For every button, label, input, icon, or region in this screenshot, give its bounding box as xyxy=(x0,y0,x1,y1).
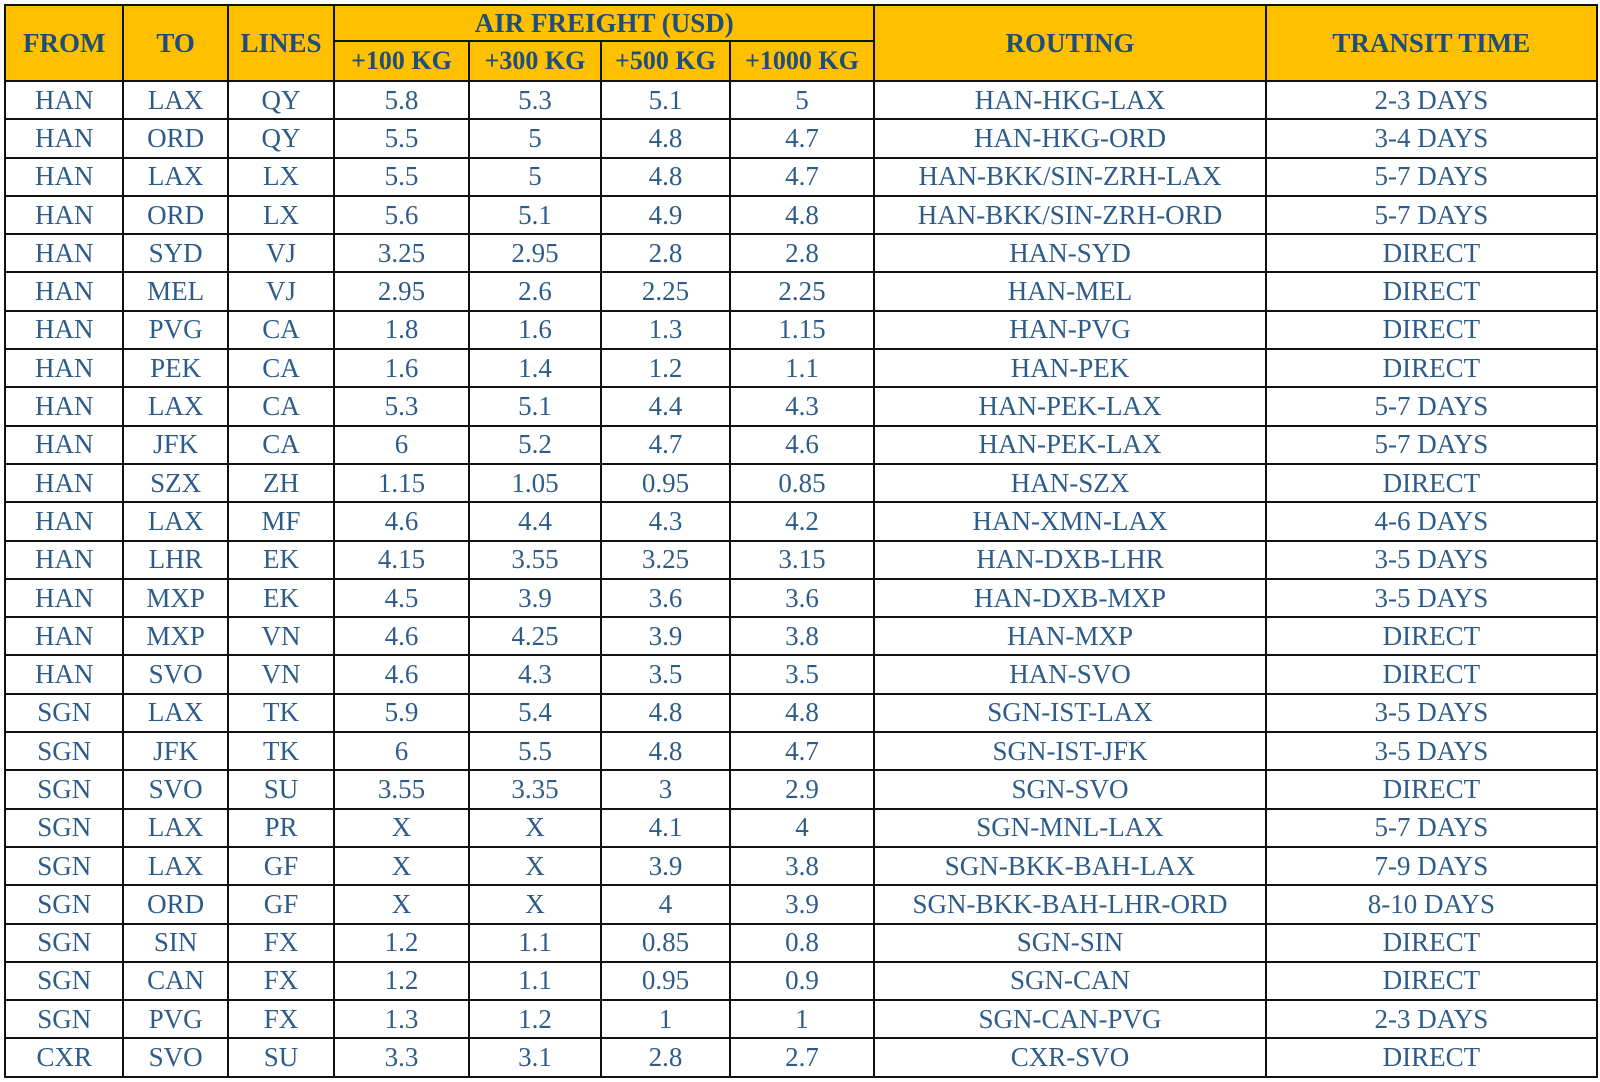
cell-from: HAN xyxy=(5,196,123,234)
cell-transit-time: 2-3 DAYS xyxy=(1266,81,1597,119)
cell-to: LAX xyxy=(123,502,227,540)
cell-rate-500: 1.2 xyxy=(601,349,729,387)
cell-from: SGN xyxy=(5,885,123,923)
cell-to: LAX xyxy=(123,158,227,196)
cell-routing: SGN-CAN-PVG xyxy=(874,1000,1265,1038)
cell-rate-500: 4.4 xyxy=(601,387,729,425)
cell-to: SVO xyxy=(123,1038,227,1077)
cell-from: SGN xyxy=(5,770,123,808)
cell-line: VN xyxy=(228,617,334,655)
cell-rate-300: 4.25 xyxy=(469,617,601,655)
header-lines: LINES xyxy=(228,5,334,81)
cell-rate-100: X xyxy=(334,809,469,847)
cell-transit-time: DIRECT xyxy=(1266,349,1597,387)
cell-rate-100: 5.8 xyxy=(334,81,469,119)
cell-rate-100: 1.3 xyxy=(334,1000,469,1038)
cell-rate-300: 1.05 xyxy=(469,464,601,502)
table-row xyxy=(5,694,1597,732)
cell-routing: SGN-IST-JFK xyxy=(874,732,1265,770)
cell-from: HAN xyxy=(5,617,123,655)
cell-line: ZH xyxy=(228,464,334,502)
cell-transit-time: 5-7 DAYS xyxy=(1266,809,1597,847)
cell-rate-300: 3.55 xyxy=(469,541,601,579)
cell-transit-time: DIRECT xyxy=(1266,617,1597,655)
cell-line: VN xyxy=(228,655,334,693)
cell-rate-1000: 0.9 xyxy=(730,962,875,1000)
cell-to: MEL xyxy=(123,272,227,310)
cell-rate-100: 5.3 xyxy=(334,387,469,425)
cell-to: JFK xyxy=(123,426,227,464)
cell-routing: HAN-MEL xyxy=(874,272,1265,310)
cell-from: HAN xyxy=(5,541,123,579)
cell-line: FX xyxy=(228,1000,334,1038)
table-row xyxy=(5,885,1597,923)
cell-to: CAN xyxy=(123,962,227,1000)
cell-from: SGN xyxy=(5,962,123,1000)
cell-rate-100: 5.6 xyxy=(334,196,469,234)
cell-from: HAN xyxy=(5,311,123,349)
cell-rate-100: 3.25 xyxy=(334,234,469,272)
header-from: FROM xyxy=(5,5,123,81)
cell-rate-1000: 3.8 xyxy=(730,847,875,885)
table-row xyxy=(5,196,1597,234)
cell-from: SGN xyxy=(5,694,123,732)
cell-rate-300: 4.4 xyxy=(469,502,601,540)
cell-from: HAN xyxy=(5,426,123,464)
cell-routing: HAN-HKG-LAX xyxy=(874,81,1265,119)
header-weight-300: +300 KG xyxy=(469,41,601,81)
table-row xyxy=(5,847,1597,885)
cell-transit-time: 2-3 DAYS xyxy=(1266,1000,1597,1038)
cell-transit-time: DIRECT xyxy=(1266,1038,1597,1077)
cell-from: HAN xyxy=(5,272,123,310)
cell-routing: CXR-SVO xyxy=(874,1038,1265,1077)
cell-rate-300: 4.3 xyxy=(469,655,601,693)
cell-transit-time: 8-10 DAYS xyxy=(1266,885,1597,923)
cell-from: HAN xyxy=(5,349,123,387)
cell-rate-500: 0.95 xyxy=(601,962,729,1000)
cell-rate-100: 6 xyxy=(334,426,469,464)
cell-rate-100: 3.55 xyxy=(334,770,469,808)
cell-rate-1000: 2.9 xyxy=(730,770,875,808)
cell-rate-300: 5.5 xyxy=(469,732,601,770)
cell-transit-time: DIRECT xyxy=(1266,655,1597,693)
cell-line: SU xyxy=(228,770,334,808)
table-row xyxy=(5,1000,1597,1038)
cell-rate-500: 3.9 xyxy=(601,847,729,885)
cell-line: GF xyxy=(228,847,334,885)
cell-rate-500: 4 xyxy=(601,885,729,923)
cell-rate-100: 1.2 xyxy=(334,924,469,962)
cell-rate-1000: 0.85 xyxy=(730,464,875,502)
cell-transit-time: 3-5 DAYS xyxy=(1266,579,1597,617)
cell-rate-300: X xyxy=(469,885,601,923)
cell-from: HAN xyxy=(5,502,123,540)
table-row xyxy=(5,1038,1597,1077)
cell-rate-1000: 4.8 xyxy=(730,694,875,732)
cell-transit-time: DIRECT xyxy=(1266,272,1597,310)
cell-to: ORD xyxy=(123,885,227,923)
cell-rate-500: 4.7 xyxy=(601,426,729,464)
cell-routing: HAN-SYD xyxy=(874,234,1265,272)
table-row xyxy=(5,158,1597,196)
cell-transit-time: DIRECT xyxy=(1266,770,1597,808)
cell-rate-100: 1.15 xyxy=(334,464,469,502)
cell-routing: HAN-PVG xyxy=(874,311,1265,349)
cell-line: SU xyxy=(228,1038,334,1077)
cell-routing: HAN-DXB-LHR xyxy=(874,541,1265,579)
cell-rate-500: 3 xyxy=(601,770,729,808)
cell-line: LX xyxy=(228,196,334,234)
cell-rate-500: 4.8 xyxy=(601,119,729,157)
cell-transit-time: 3-5 DAYS xyxy=(1266,694,1597,732)
cell-transit-time: DIRECT xyxy=(1266,234,1597,272)
cell-routing: SGN-SVO xyxy=(874,770,1265,808)
cell-from: HAN xyxy=(5,579,123,617)
cell-rate-100: X xyxy=(334,847,469,885)
cell-rate-500: 4.8 xyxy=(601,694,729,732)
cell-to: PVG xyxy=(123,1000,227,1038)
cell-rate-100: 1.2 xyxy=(334,962,469,1000)
cell-transit-time: 5-7 DAYS xyxy=(1266,426,1597,464)
table-row xyxy=(5,119,1597,157)
cell-from: SGN xyxy=(5,732,123,770)
cell-rate-500: 1.3 xyxy=(601,311,729,349)
table-header xyxy=(5,5,1597,81)
cell-rate-100: 4.6 xyxy=(334,502,469,540)
cell-rate-300: X xyxy=(469,847,601,885)
cell-routing: SGN-MNL-LAX xyxy=(874,809,1265,847)
cell-rate-100: 4.6 xyxy=(334,617,469,655)
table-row xyxy=(5,502,1597,540)
cell-transit-time: DIRECT xyxy=(1266,924,1597,962)
table-row xyxy=(5,234,1597,272)
cell-from: CXR xyxy=(5,1038,123,1077)
table-row xyxy=(5,924,1597,962)
cell-rate-1000: 4.3 xyxy=(730,387,875,425)
cell-to: SVO xyxy=(123,770,227,808)
air-freight-rate-table xyxy=(4,4,1598,1078)
cell-rate-100: 4.15 xyxy=(334,541,469,579)
cell-routing: SGN-BKK-BAH-LHR-ORD xyxy=(874,885,1265,923)
cell-from: SGN xyxy=(5,847,123,885)
cell-rate-100: 5.9 xyxy=(334,694,469,732)
cell-rate-500: 0.95 xyxy=(601,464,729,502)
table-row xyxy=(5,655,1597,693)
cell-rate-1000: 4.6 xyxy=(730,426,875,464)
cell-rate-1000: 1.15 xyxy=(730,311,875,349)
cell-rate-1000: 3.9 xyxy=(730,885,875,923)
cell-line: EK xyxy=(228,579,334,617)
cell-to: LAX xyxy=(123,809,227,847)
cell-rate-300: 5 xyxy=(469,158,601,196)
cell-from: HAN xyxy=(5,234,123,272)
cell-to: ORD xyxy=(123,196,227,234)
cell-to: SYD xyxy=(123,234,227,272)
cell-routing: SGN-IST-LAX xyxy=(874,694,1265,732)
cell-transit-time: 5-7 DAYS xyxy=(1266,196,1597,234)
cell-line: CA xyxy=(228,311,334,349)
cell-to: ORD xyxy=(123,119,227,157)
cell-rate-300: 5.4 xyxy=(469,694,601,732)
cell-routing: HAN-SVO xyxy=(874,655,1265,693)
cell-rate-1000: 5 xyxy=(730,81,875,119)
cell-rate-1000: 4.7 xyxy=(730,158,875,196)
table-row xyxy=(5,541,1597,579)
table-row xyxy=(5,962,1597,1000)
cell-rate-300: 1.1 xyxy=(469,924,601,962)
cell-to: SZX xyxy=(123,464,227,502)
cell-rate-300: 5.1 xyxy=(469,196,601,234)
cell-rate-1000: 3.15 xyxy=(730,541,875,579)
cell-rate-500: 3.25 xyxy=(601,541,729,579)
cell-rate-1000: 3.6 xyxy=(730,579,875,617)
cell-transit-time: DIRECT xyxy=(1266,464,1597,502)
cell-routing: HAN-HKG-ORD xyxy=(874,119,1265,157)
cell-rate-100: 1.6 xyxy=(334,349,469,387)
cell-to: MXP xyxy=(123,617,227,655)
cell-rate-500: 4.9 xyxy=(601,196,729,234)
header-row-top xyxy=(5,5,1597,41)
cell-line: FX xyxy=(228,924,334,962)
cell-rate-300: 5 xyxy=(469,119,601,157)
cell-to: LAX xyxy=(123,847,227,885)
cell-transit-time: DIRECT xyxy=(1266,962,1597,1000)
cell-rate-500: 3.9 xyxy=(601,617,729,655)
cell-to: JFK xyxy=(123,732,227,770)
table-row xyxy=(5,387,1597,425)
header-air-freight: AIR FREIGHT (USD) xyxy=(334,5,874,41)
cell-rate-300: 3.9 xyxy=(469,579,601,617)
cell-rate-500: 4.8 xyxy=(601,158,729,196)
cell-to: PVG xyxy=(123,311,227,349)
cell-rate-300: 1.2 xyxy=(469,1000,601,1038)
cell-line: PR xyxy=(228,809,334,847)
cell-routing: HAN-DXB-MXP xyxy=(874,579,1265,617)
cell-rate-1000: 3.8 xyxy=(730,617,875,655)
cell-rate-500: 4.8 xyxy=(601,732,729,770)
cell-rate-500: 2.8 xyxy=(601,234,729,272)
cell-from: HAN xyxy=(5,387,123,425)
cell-routing: SGN-CAN xyxy=(874,962,1265,1000)
cell-to: SIN xyxy=(123,924,227,962)
cell-rate-300: 5.3 xyxy=(469,81,601,119)
cell-line: TK xyxy=(228,694,334,732)
cell-rate-1000: 4.2 xyxy=(730,502,875,540)
cell-line: VJ xyxy=(228,234,334,272)
cell-to: SVO xyxy=(123,655,227,693)
cell-rate-500: 5.1 xyxy=(601,81,729,119)
cell-rate-1000: 1.1 xyxy=(730,349,875,387)
cell-transit-time: 4-6 DAYS xyxy=(1266,502,1597,540)
cell-routing: SGN-SIN xyxy=(874,924,1265,962)
cell-from: HAN xyxy=(5,655,123,693)
cell-from: SGN xyxy=(5,809,123,847)
cell-rate-300: 2.6 xyxy=(469,272,601,310)
cell-rate-500: 4.3 xyxy=(601,502,729,540)
cell-rate-300: 3.1 xyxy=(469,1038,601,1077)
cell-routing: HAN-MXP xyxy=(874,617,1265,655)
cell-rate-100: 1.8 xyxy=(334,311,469,349)
cell-line: CA xyxy=(228,426,334,464)
cell-rate-300: 2.95 xyxy=(469,234,601,272)
cell-rate-300: X xyxy=(469,809,601,847)
header-transit-time: TRANSIT TIME xyxy=(1266,5,1597,81)
cell-line: FX xyxy=(228,962,334,1000)
cell-rate-500: 2.25 xyxy=(601,272,729,310)
table-row xyxy=(5,81,1597,119)
cell-rate-100: X xyxy=(334,885,469,923)
table-row xyxy=(5,349,1597,387)
cell-rate-300: 5.1 xyxy=(469,387,601,425)
cell-to: LHR xyxy=(123,541,227,579)
cell-rate-300: 1.4 xyxy=(469,349,601,387)
cell-transit-time: 5-7 DAYS xyxy=(1266,158,1597,196)
cell-rate-500: 3.5 xyxy=(601,655,729,693)
cell-routing: HAN-BKK/SIN-ZRH-LAX xyxy=(874,158,1265,196)
cell-rate-100: 5.5 xyxy=(334,158,469,196)
cell-rate-500: 4.1 xyxy=(601,809,729,847)
cell-routing: HAN-SZX xyxy=(874,464,1265,502)
cell-rate-100: 4.6 xyxy=(334,655,469,693)
cell-line: MF xyxy=(228,502,334,540)
cell-rate-1000: 2.7 xyxy=(730,1038,875,1077)
table-row xyxy=(5,809,1597,847)
cell-routing: HAN-BKK/SIN-ZRH-ORD xyxy=(874,196,1265,234)
cell-to: LAX xyxy=(123,81,227,119)
cell-from: HAN xyxy=(5,464,123,502)
cell-from: HAN xyxy=(5,158,123,196)
cell-to: PEK xyxy=(123,349,227,387)
cell-transit-time: 3-4 DAYS xyxy=(1266,119,1597,157)
cell-to: LAX xyxy=(123,694,227,732)
cell-from: SGN xyxy=(5,1000,123,1038)
cell-rate-300: 1.1 xyxy=(469,962,601,1000)
cell-line: TK xyxy=(228,732,334,770)
cell-line: CA xyxy=(228,387,334,425)
cell-transit-time: DIRECT xyxy=(1266,311,1597,349)
table-row xyxy=(5,272,1597,310)
cell-transit-time: 3-5 DAYS xyxy=(1266,732,1597,770)
cell-rate-300: 3.35 xyxy=(469,770,601,808)
cell-line: EK xyxy=(228,541,334,579)
cell-rate-1000: 4.8 xyxy=(730,196,875,234)
cell-rate-1000: 4 xyxy=(730,809,875,847)
cell-from: HAN xyxy=(5,119,123,157)
cell-transit-time: 5-7 DAYS xyxy=(1266,387,1597,425)
header-weight-1000: +1000 KG xyxy=(730,41,875,81)
cell-from: SGN xyxy=(5,924,123,962)
table-row xyxy=(5,579,1597,617)
cell-rate-100: 2.95 xyxy=(334,272,469,310)
cell-to: MXP xyxy=(123,579,227,617)
cell-rate-500: 1 xyxy=(601,1000,729,1038)
cell-rate-300: 5.2 xyxy=(469,426,601,464)
table-row xyxy=(5,464,1597,502)
cell-rate-300: 1.6 xyxy=(469,311,601,349)
cell-rate-1000: 4.7 xyxy=(730,119,875,157)
cell-transit-time: 7-9 DAYS xyxy=(1266,847,1597,885)
table-row xyxy=(5,770,1597,808)
table-row xyxy=(5,617,1597,655)
cell-rate-100: 4.5 xyxy=(334,579,469,617)
table-body xyxy=(5,81,1597,1077)
cell-line: VJ xyxy=(228,272,334,310)
cell-line: LX xyxy=(228,158,334,196)
table-row xyxy=(5,311,1597,349)
cell-rate-1000: 1 xyxy=(730,1000,875,1038)
cell-rate-1000: 4.7 xyxy=(730,732,875,770)
cell-from: HAN xyxy=(5,81,123,119)
table-row xyxy=(5,426,1597,464)
table-row xyxy=(5,732,1597,770)
header-to: TO xyxy=(123,5,227,81)
cell-rate-500: 3.6 xyxy=(601,579,729,617)
cell-line: CA xyxy=(228,349,334,387)
header-weight-100: +100 KG xyxy=(334,41,469,81)
cell-routing: SGN-BKK-BAH-LAX xyxy=(874,847,1265,885)
cell-line: QY xyxy=(228,119,334,157)
cell-rate-100: 6 xyxy=(334,732,469,770)
cell-rate-500: 2.8 xyxy=(601,1038,729,1077)
cell-routing: HAN-PEK-LAX xyxy=(874,387,1265,425)
cell-rate-100: 5.5 xyxy=(334,119,469,157)
cell-rate-1000: 2.25 xyxy=(730,272,875,310)
header-weight-500: +500 KG xyxy=(601,41,729,81)
cell-rate-100: 3.3 xyxy=(334,1038,469,1077)
cell-rate-500: 0.85 xyxy=(601,924,729,962)
cell-rate-1000: 0.8 xyxy=(730,924,875,962)
header-routing: ROUTING xyxy=(874,5,1265,81)
cell-rate-1000: 2.8 xyxy=(730,234,875,272)
cell-to: LAX xyxy=(123,387,227,425)
cell-transit-time: 3-5 DAYS xyxy=(1266,541,1597,579)
cell-routing: HAN-PEK-LAX xyxy=(874,426,1265,464)
cell-routing: HAN-XMN-LAX xyxy=(874,502,1265,540)
cell-routing: HAN-PEK xyxy=(874,349,1265,387)
cell-line: GF xyxy=(228,885,334,923)
cell-line: QY xyxy=(228,81,334,119)
cell-rate-1000: 3.5 xyxy=(730,655,875,693)
